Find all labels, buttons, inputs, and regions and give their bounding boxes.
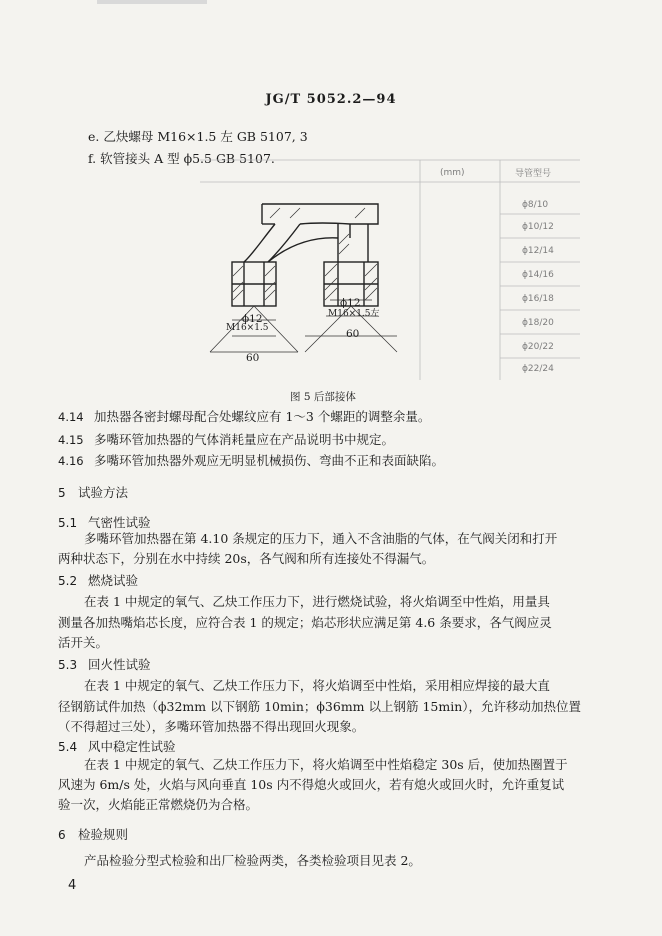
item-f: f. 软管接头 A 型 ϕ5.5 GB 5107. [88, 151, 275, 166]
faded-table-row-2: ϕ12/14 [522, 246, 554, 256]
faded-table-row-3: ϕ14/16 [522, 270, 554, 280]
connector-outline [232, 204, 378, 306]
section-6-heading: 6 检验规则 [58, 827, 129, 842]
clause-4-16: 4.16 多嘴环管加热器外观应无明显机械损伤、弯曲不正和表面缺陷。 [58, 453, 445, 468]
dim-right-thread: M16×1.5左 [328, 309, 380, 319]
dim-left-width: 60 [246, 352, 260, 364]
faded-table-row-6: ϕ20/22 [522, 342, 554, 352]
section-5-3-line-1: 在表 1 中规定的氧气、乙炔工作压力下，将火焰调至中性焰，采用相应焊接的最大直 [84, 678, 550, 693]
section-5-1-heading: 5.1 气密性试验 [58, 515, 151, 530]
faded-table-header-2: (mm) [440, 168, 465, 178]
section-6-line-1: 产品检验分型式检验和出厂检验两类，各类检验项目见表 2。 [84, 853, 421, 868]
section-5-2-line-3: 活开关。 [58, 635, 109, 650]
standard-code-header: JG/T 5052.2—94 [265, 92, 397, 107]
section-5-2-heading: 5.2 燃烧试验 [58, 573, 139, 588]
section-5-4-line-1: 在表 1 中规定的氧气、乙炔工作压力下，将火焰调至中性焰稳定 30s 后，使加热圈置于 [84, 757, 568, 772]
faded-table-row-1: ϕ10/12 [522, 222, 554, 232]
section-5-1-line-1: 多嘴环管加热器在第 4.10 条规定的压力下，通入不含油脂的气体，在气阀关闭和打开 [84, 531, 558, 546]
faded-table-row-7: ϕ22/24 [522, 364, 554, 374]
clause-4-15: 4.15 多嘴环管加热器的气体消耗量应在产品说明书中规定。 [58, 432, 395, 447]
section-5-2-line-2: 测量各加热嘴焰芯长度，应符合表 1 的规定；焰芯形状应满足第 4.6 条要求，各气阀应灵 [58, 615, 552, 630]
figure-caption: 图 5 后部接体 [290, 391, 356, 403]
section-hatching [233, 208, 377, 300]
section-5-4-line-3: 验一次，火焰能正常燃烧仍为合格。 [58, 797, 259, 812]
section-5-3-line-2: 径钢筋试件加热（ϕ32mm 以下钢筋 10min；ϕ36mm 以上钢筋 15min），允许移动加热位置 [58, 699, 582, 714]
faded-table-row-5: ϕ18/20 [522, 318, 554, 328]
section-5-4-line-2: 风速为 6m/s 处，火焰与风向垂直 10s 内不得熄火或回火，若有熄火或回火时，允许重复试 [58, 777, 565, 792]
dim-right-width: 60 [346, 328, 360, 340]
dim-left-thread: M16×1.5 [226, 323, 269, 333]
section-5-heading: 5 试验方法 [58, 485, 129, 500]
faded-table-header: 导管型号 [515, 169, 552, 179]
faded-table-row-0: ϕ8/10 [522, 200, 549, 210]
dim-right-phi: ϕ12 [340, 297, 361, 309]
section-5-2-line-1: 在表 1 中规定的氧气、乙炔工作压力下，进行燃烧试验，将火焰调至中性焰，用量具 [84, 594, 550, 609]
clause-4-14: 4.14 加热器各密封螺母配合处螺纹应有 1～3 个螺距的调整余量。 [58, 409, 431, 424]
section-5-4-heading: 5.4 风中稳定性试验 [58, 739, 176, 754]
section-5-3-heading: 5.3 回火性试验 [58, 657, 151, 672]
faded-table-row-4: ϕ16/18 [522, 294, 554, 304]
item-e: e. 乙炔螺母 M16×1.5 左 GB 5107, 3 [88, 129, 308, 144]
page-number: 4 [68, 878, 77, 893]
section-5-1-line-2: 两种状态下，分别在水中持续 20s，各气阀和所有连接处不得漏气。 [58, 551, 435, 566]
dim-left-phi: ϕ12 [242, 313, 263, 325]
section-5-3-line-3: （不得超过三处），多嘴环管加热器不得出现回火现象。 [58, 719, 365, 734]
